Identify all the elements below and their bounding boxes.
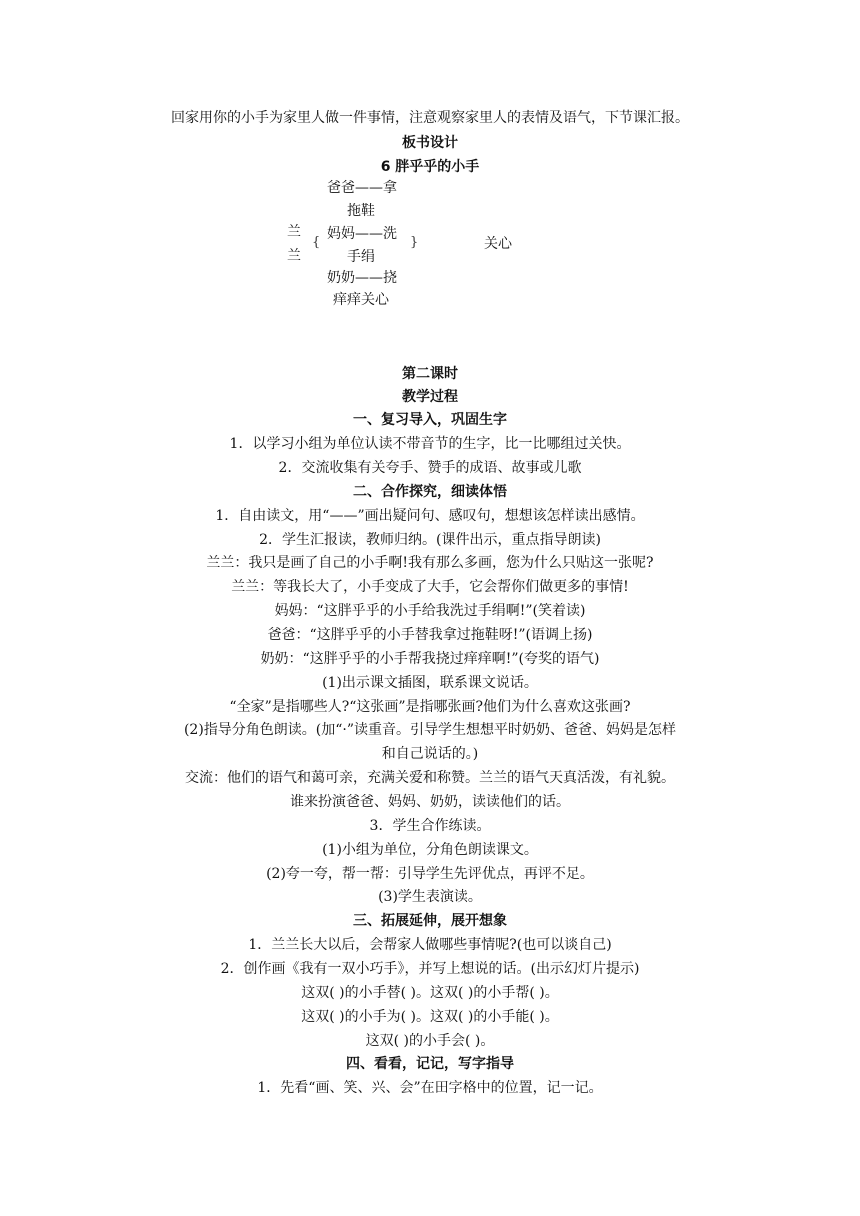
section-2-sub-3-3: (3)学生表演读。 (378, 889, 482, 905)
second-lesson-title: 第二课时 (402, 366, 458, 382)
section-3-fill-2: 这双( )的小手为( )。这双( )的小手能( )。 (301, 1009, 559, 1025)
section-2-dialogue-4: 爸爸：“这胖乎乎的小手替我拿过拖鞋呀!”(语调上扬) (267, 627, 593, 643)
section-2-item-3: 3．学生合作练读。 (369, 818, 491, 834)
lesson-title: 6 胖乎乎的小手 (380, 159, 480, 175)
section-2-dialogue-3: 妈妈：“这胖乎乎的小手给我洗过手绢啊!”(笑着读) (274, 603, 586, 619)
board-row-father: 爸爸——拿 (327, 180, 397, 196)
section-2-dialogue-2: 兰兰：等我长大了，小手变成了大手，它会帮你们做更多的事情! (231, 579, 629, 595)
board-design-heading: 板书设计 (402, 135, 458, 151)
board-row-grandma: 奶奶——挠 (327, 270, 397, 286)
section-2-item-2: 2．学生汇报读，教师归纳。(课件出示，重点指导朗读) (259, 532, 601, 548)
section-2-dialogue-1: 兰兰：我只是画了自己的小手啊!我有那么多画，您为什么只贴这一张呢? (206, 555, 654, 571)
section-4-heading: 四、看看，记记，写字指导 (346, 1056, 514, 1072)
right-brace: } (410, 235, 419, 250)
board-row-mother: 妈妈——洗 (327, 226, 397, 242)
section-1-heading: 一、复习导入，巩固生字 (353, 412, 507, 428)
board-row-care: 痒痒关心 (333, 292, 389, 308)
section-3-heading: 三、拓展延伸，展开想象 (353, 913, 507, 929)
section-2-question: “全家”是指哪些人?“这张画”是指哪张画?他们为什么喜欢这张画? (229, 699, 631, 715)
board-name-top: 兰 (287, 224, 301, 240)
section-1-item-1: 1．以学习小组为单位认读不带音节的生字，比一比哪组过关快。 (229, 436, 631, 452)
board-name-bottom: 兰 (287, 248, 301, 264)
teaching-process-heading: 教学过程 (402, 389, 458, 405)
section-2-item-1: 1．自由读文，用“——”画出疑问句、感叹句，想想该怎样读出感情。 (215, 508, 645, 524)
section-2-sub-3-2: (2)夸一夸，帮一帮：引导学生先评优点，再评不足。 (266, 866, 594, 882)
section-2-dialogue-5: 奶奶：“这胖乎乎的小手帮我挠过痒痒啊!”(夸奖的语气) (260, 651, 600, 667)
section-3-fill-1: 这双( )的小手替( )。这双( )的小手帮( )。 (301, 985, 559, 1001)
section-3-item-1: 1．兰兰长大以后，会帮家人做哪些事情呢?(也可以谈自己) (248, 937, 612, 953)
left-brace: { (312, 235, 321, 250)
board-row-slippers: 拖鞋 (347, 203, 375, 219)
section-2-sub-2-cont: 和自己说话的。) (381, 746, 479, 762)
section-2-heading: 二、合作探究，细读体悟 (353, 484, 507, 500)
section-2-sub-2: (2)指导分角色朗读。(加“·”读重音。引导学生想想平时奶奶、爸爸、妈妈是怎样 (183, 722, 677, 738)
section-2-roleplay: 谁来扮演爸爸、妈妈、奶奶，读读他们的话。 (290, 794, 570, 810)
section-3-fill-3: 这双( )的小手会( )。 (365, 1033, 495, 1049)
section-2-exchange: 交流：他们的语气和蔼可亲，充满关爱和称赞。兰兰的语气天真活泼，有礼貌。 (185, 770, 675, 786)
section-2-sub-3-1: (1)小组为单位，分角色朗读课文。 (322, 842, 538, 858)
section-3-item-2: 2．创作画《我有一双小巧手》，并写上想说的话。(出示幻灯片提示) (220, 961, 640, 977)
section-1-item-2: 2．交流收集有关夸手、赞手的成语、故事或儿歌 (278, 460, 582, 476)
board-row-handkerchief: 手绢 (347, 249, 375, 265)
section-2-sub-1: (1)出示课文插图，联系课文说话。 (322, 675, 538, 691)
homework-text: 回家用你的小手为家里人做一件事情，注意观察家里人的表情及语气，下节课汇报。 (171, 110, 689, 126)
section-4-item-1: 1．先看“画、笑、兴、会”在田字格中的位置，记一记。 (257, 1080, 603, 1096)
board-result: 关心 (484, 236, 512, 252)
